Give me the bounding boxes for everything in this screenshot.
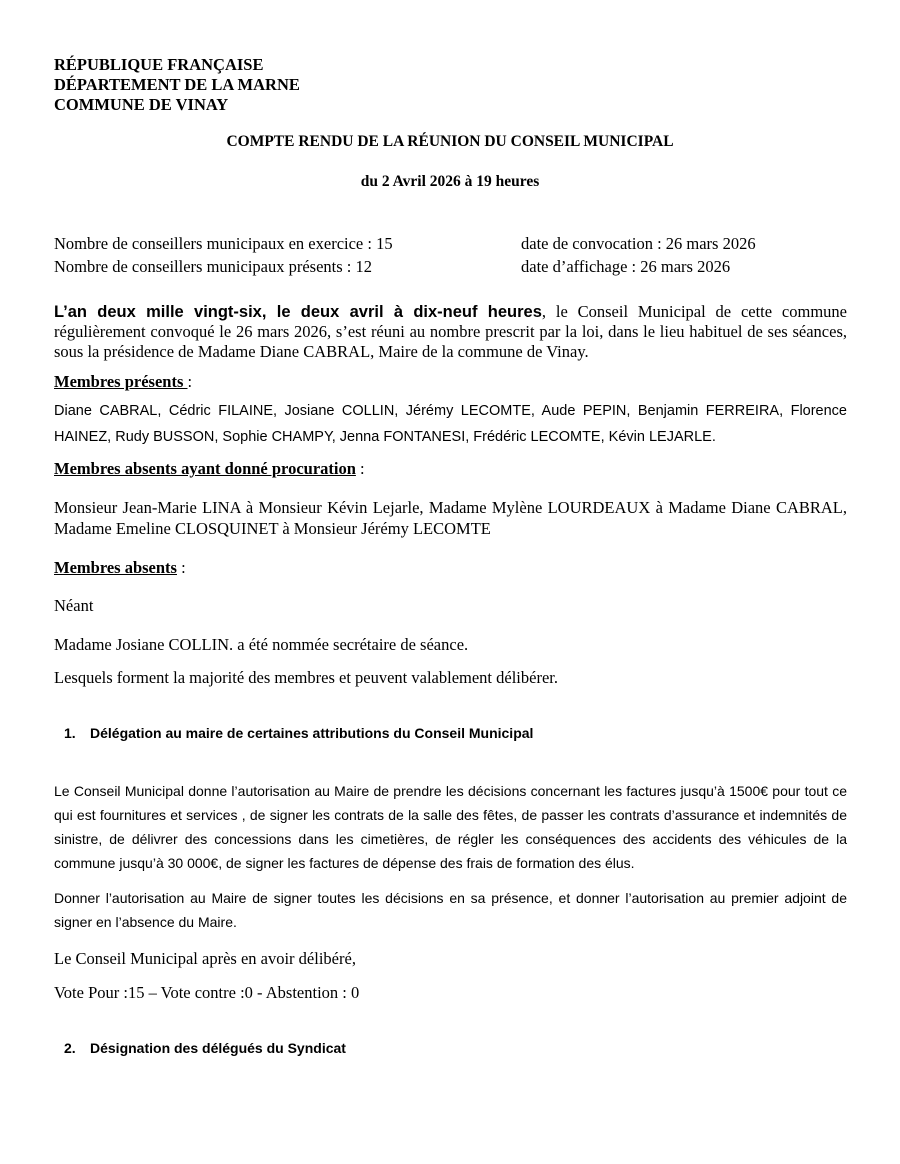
section-2-title: Désignation des délégués du Syndicat: [90, 1040, 346, 1056]
section-2-number: 2.: [64, 1040, 76, 1056]
document-title: COMPTE RENDU DE LA RÉUNION DU CONSEIL MUNICIPAL: [226, 133, 674, 150]
absent-label-colon: :: [176, 558, 186, 577]
stat-convocation-date: date de convocation : 26 mars 2026: [521, 234, 756, 253]
section-1-heading: [64, 725, 533, 741]
section-1-paragraph-1: Le Conseil Municipal donne l’autorisation au Maire de prendre les décisions concernant les factures jusqu’à 1500€ pour tout ce qui est fournitures et services , de signer les contrats de la salle des fêtes, de passer les contrats d’assurance et indemnités de sinistre, de délivrer des concessions dans les cimetières, de régler les conséquences des accidents des véhicules de la commune jusqu’à 30 000€, de signer les factures de dépense des frais de formation des élus.: [54, 783, 847, 871]
proxy-label-colon: :: [355, 459, 365, 478]
intro-paragraph: [54, 302, 847, 362]
absent-label-text: Membres absents: [54, 558, 177, 577]
deliberation-line: Le Conseil Municipal après en avoir délibéré,: [54, 949, 356, 968]
stat-present: Nombre de conseillers municipaux présents : 12: [54, 257, 373, 276]
stat-posting-date: date d’affichage : 26 mars 2026: [521, 257, 731, 276]
present-label-colon: :: [187, 372, 193, 391]
document-subtitle: du 2 Avril 2026 à 19 heures: [360, 173, 540, 190]
header-republic: RÉPUBLIQUE FRANÇAISE: [54, 55, 264, 74]
proxy-members-text: Monsieur Jean-Marie LINA à Monsieur Kévin Lejarle, Madame Mylène LOURDEAUX à Madame Diane CABRAL, Madame Emeline CLOSQUINET à Monsieur Jérémy LECOMTE: [54, 498, 847, 538]
intro-bold: L’an deux mille vingt-six, le deux avril à dix-neuf heures: [54, 303, 542, 321]
proxy-label-text: Membres absents ayant donné procuration: [54, 459, 356, 478]
quorum-line: Lesquels forment la majorité des membres et peuvent valablement délibérer.: [54, 668, 558, 687]
secretary-line: Madame Josiane COLLIN. a été nommée secrétaire de séance.: [54, 635, 469, 654]
proxy-members-label: [54, 459, 365, 479]
absent-members-label: [54, 558, 186, 578]
stat-in-office: Nombre de conseillers municipaux en exercice : 15: [54, 234, 393, 253]
header-commune: COMMUNE DE VINAY: [54, 95, 229, 114]
present-label-text: Membres présents: [54, 372, 188, 391]
present-members-label: [54, 372, 192, 392]
section-2-heading: [64, 1040, 346, 1056]
attendance-stats: [54, 232, 854, 278]
header-department: DÉPARTEMENT DE LA MARNE: [54, 75, 300, 94]
absent-members-value: Néant: [54, 596, 94, 615]
section-1-paragraph-2: Donner l’autorisation au Maire de signer toutes les décisions en sa présence, et donner l’autorisation au premier adjoint de signer en l’absence du Maire.: [54, 890, 847, 930]
section-1-number: 1.: [64, 725, 76, 741]
section-1-title: Délégation au maire de certaines attributions du Conseil Municipal: [90, 725, 534, 741]
present-members-list: Diane CABRAL, Cédric FILAINE, Josiane COLLIN, Jérémy LECOMTE, Aude PEPIN, Benjamin FERREIRA, Florence HAINEZ, Rudy BUSSON, Sophie CHAMPY, Jenna FONTANESI, Frédéric LECOMTE, Kévin LEJARLE.: [54, 403, 847, 445]
vote-result-line: Vote Pour :15 – Vote contre :0 - Abstention : 0: [54, 983, 360, 1002]
intro-rest: , le Conseil Municipal de cette commune régulièrement convoqué le 26 mars 2026, s’est réuni au nombre prescrit par la loi, dans le lieu habituel de ses séances, sous la présidence de Madame Diane CABRAL, Maire de la commune de Vinay.: [54, 302, 847, 361]
document-header: [54, 55, 300, 115]
